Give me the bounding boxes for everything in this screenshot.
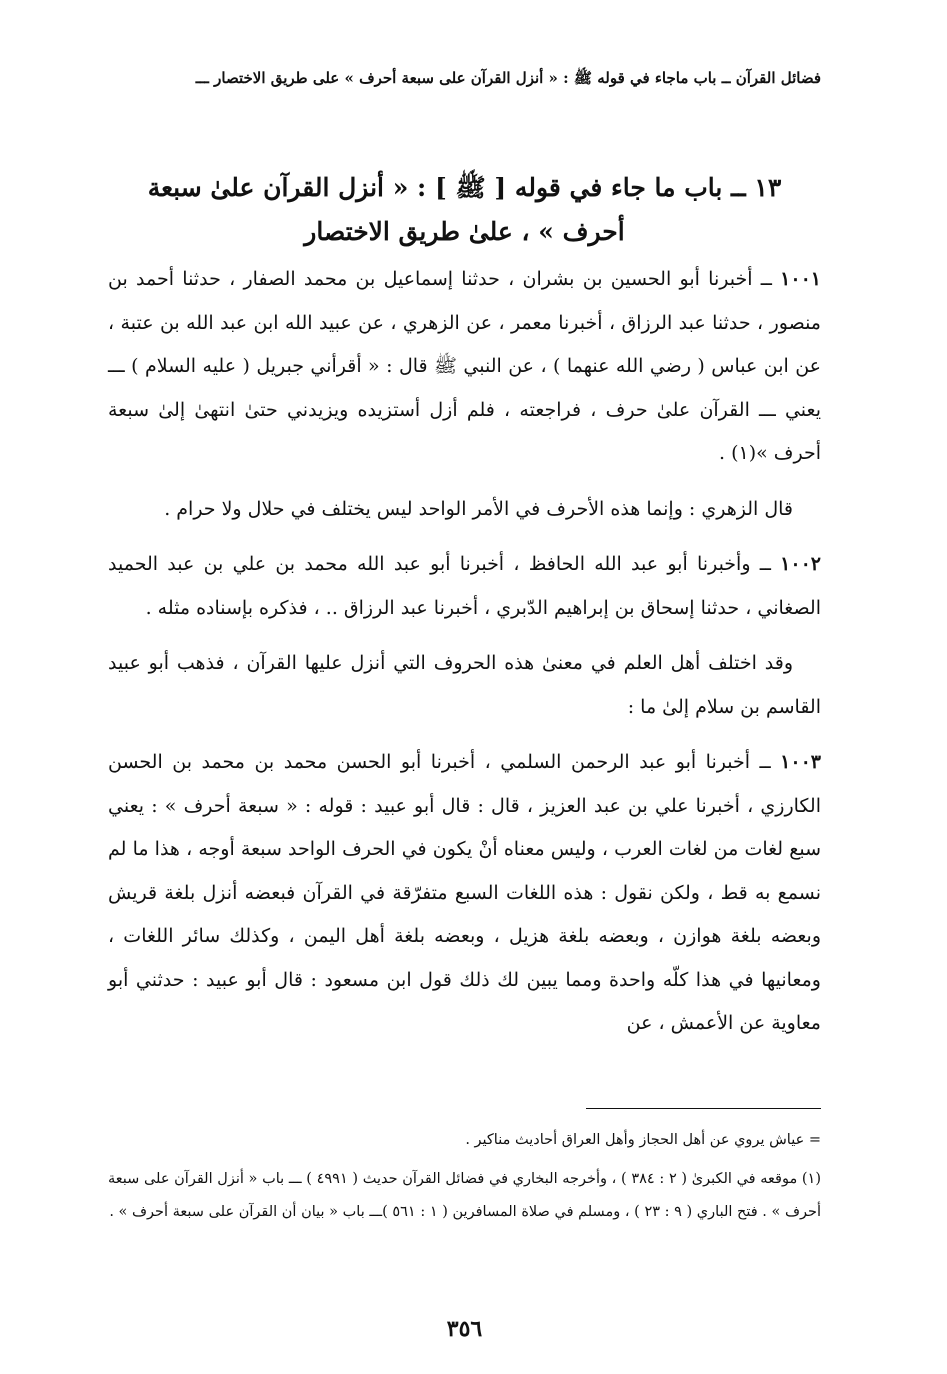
hadith-number: ١٠٠٣ — [780, 751, 821, 773]
page-number: ٣٥٦ — [446, 1316, 483, 1342]
chapter-title-line-1: ١٣ ــ باب ما جاء في قوله [ ﷺ ] : « أنزل القرآن علىٰ سبعة — [147, 173, 782, 202]
hadith-text: ــ أخبرنا أبو الحسين بن بشران ، حدثنا إسماعيل بن محمد الصفار ، حدثنا أحمد بن منصور ، حدثنا عبد الرزاق ، أخبرنا معمر ، عن الزهري ، عن عبيد الله ابن عبد الله بن عتبة ، عن ابن عباس ( رضي الله عنهما ) ، عن النبي ﷺ قال : « أقرأني جبريل ( عليه السلام ) ـــ يعني ـــ القرآن علىٰ حرف ، فراجعته ، فلم أزل أستزيده ويزيدني حتىٰ انتهىٰ إلىٰ سبعة أحرف »(١) . — [108, 268, 821, 464]
footnote-1: (١) موقعه في الكبرىٰ ( ٢ : ٣٨٤ ) ، وأخرجه البخاري في فضائل القرآن حديث ( ٤٩٩١ ) ـــ باب « أنزل القرآن على سبعة أحرف » . فتح الباري ( ٩ : ٢٣ ) ، ومسلم في صلاة المسافرين ( ١ : ٥٦١ )ـــ باب « بيان أن القرآن على سبعة أحرف » . — [108, 1171, 821, 1220]
body-text — [108, 258, 821, 1058]
commentary-text: قال الزهري : وإنما هذه الأحرف في الأمر الواحد ليس يختلف في حلال ولا حرام . — [164, 497, 793, 520]
running-head: فضائل القرآن ــ باب ماجاء في قوله ﷺ : « أنزل القرآن على سبعة أحرف » على طريق الاختصار ـــ — [195, 69, 821, 87]
footnotes — [108, 1124, 821, 1235]
hadith-number: ١٠٠٢ — [780, 553, 821, 575]
hadith-text: ــ وأخبرنا أبو عبد الله الحافظ ، أخبرنا أبو عبد الله محمد بن علي بن عبد الحميد الصغاني ، حدثنا إسحاق بن إبراهيم الدّبري ، أخبرنا عبد الرزاق .. ، فذكره بإسناده مثله . — [108, 553, 821, 619]
commentary-text: وقد اختلف أهل العلم في معنىٰ هذه الحروف التي أنزل عليها القرآن ، فذهب أبو عبيد القاسم بن سلام إلىٰ ما : — [108, 652, 821, 718]
hadith-1001 — [108, 258, 821, 476]
commentary-paragraph — [108, 642, 821, 729]
chapter-title — [108, 166, 821, 254]
commentary-paragraph — [108, 488, 821, 532]
footnote-divider — [586, 1108, 821, 1109]
footnote-continuation: = عياش يروي عن أهل الحجاز وأهل العراق أحاديث مناكير . — [465, 1132, 821, 1148]
hadith-1003 — [108, 741, 821, 1046]
hadith-number: ١٠٠١ — [780, 268, 821, 290]
hadith-text: ــ أخبرنا أبو عبد الرحمن السلمي ، أخبرنا أبو الحسن محمد بن محمد بن الحسن الكارزي ، أخبرنا علي بن عبد العزيز ، قال : قال أبو عبيد : قوله : « سبعة أحرف » : يعني سبع لغات من لغات العرب ، وليس معناه أنْ يكون في الحرف الواحد سبعة أوجه ، هذا ما لم نسمع به قط ، ولكن نقول : هذه اللغات السبع متفرّقة في القرآن فبعضه أنزل بلغة قريش وبعضه بلغة هوازن ، وبعضه بلغة هزيل ، وبعضه بلغة أهل اليمن ، وكذلك سائر اللغات ، ومعانيها في هذا كلّه واحدة ومما يبين لك ذلك قول ابن مسعود : قال أبو عبيد : حدثني أبو معاوية عن الأعمش ، عن — [108, 751, 821, 1034]
chapter-title-line-2: أحرف » ، علىٰ طريق الاختصار — [304, 217, 625, 246]
hadith-1002 — [108, 543, 821, 630]
page — [108, 0, 821, 1374]
